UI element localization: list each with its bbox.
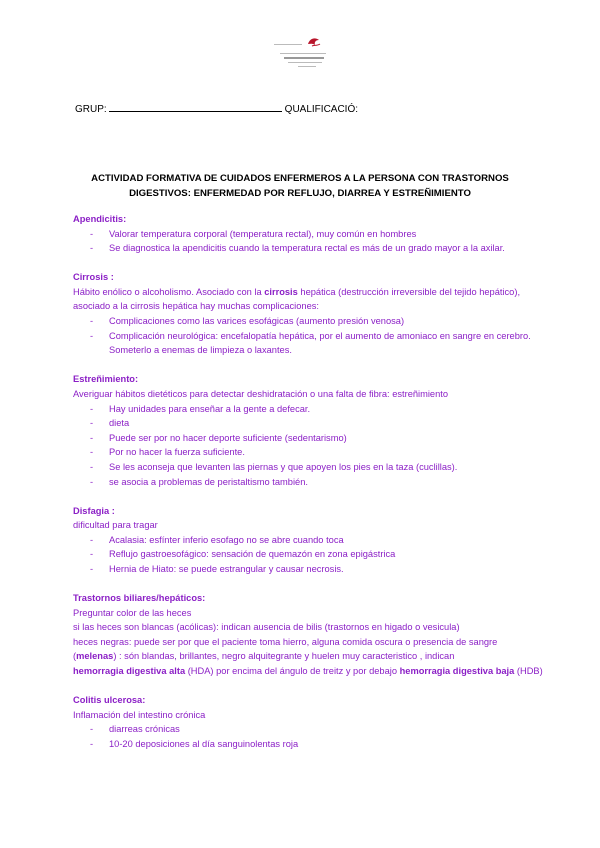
list-item: - Complicación neurológica: encefalopatía hepática, por el aumento de amoniaco en sangre en cerebro. Someterlo a enemas de limpieza o laxantes. [73, 329, 543, 358]
paragraph: Inflamación del intestino crónica [73, 709, 206, 720]
section-heading: Estreñimiento: [73, 374, 139, 385]
list-item: - Reflujo gastroesofágico: sensación de quemazón en zona epigástrica [73, 547, 543, 562]
paragraph: Averiguar hábitos dietéticos para detectar deshidratación o una falta de fibra: estreñimiento [73, 388, 449, 399]
section-cirrosis [73, 270, 543, 358]
title-line-1: ACTIVIDAD FORMATIVA DE CUIDADOS ENFERMEROS A LA PERSONA CON TRASTORNOS [91, 173, 509, 184]
qualificacio-label: QUALIFICACIÓ: [284, 104, 359, 115]
bold-term: hemorragia digestiva alta [73, 666, 186, 677]
text-run: (HDB) [514, 666, 543, 677]
grup-blank [109, 102, 282, 112]
bold-term: cirrosis [264, 286, 298, 297]
list-item: - Acalasia: esfínter inferio esofago no se abre cuando toca [73, 533, 543, 548]
list-item: - Por no hacer la fuerza suficiente. [73, 445, 543, 460]
paragraph [73, 285, 543, 314]
list-item: - Complicaciones como las varices esofágicas (aumento presión venosa) [73, 314, 543, 329]
text-run: Hábito enólico o alcoholismo. Asociado con la [73, 286, 265, 297]
section-heading: Trastornos biliares/hepáticos: [73, 593, 206, 604]
document-content [73, 212, 543, 752]
list-item: - dieta [73, 416, 543, 431]
list-item: - 10-20 deposiciones al día sanguinolentas roja [73, 737, 543, 752]
list-item: - Valorar temperatura corporal (temperatura rectal), muy común en hombres [73, 227, 543, 242]
section-apendicitis [73, 212, 543, 256]
paragraph: dificultad para tragar [73, 520, 158, 531]
document-title [70, 171, 530, 201]
section-biliares [73, 591, 543, 679]
text-run: hepática (destrucción irreversible del tejido hepático), asociado a la cirrosis hepática hay muchas complicaciones: [73, 286, 521, 312]
list-item: - Se les aconseja que levanten las piernas y que apoyen los pies en la taza (cuclillas). [73, 460, 543, 475]
title-line-2: DIGESTIVOS: ENFERMEDAD POR REFLUJO, DIARREA Y ESTREÑIMIENTO [129, 188, 471, 199]
section-heading: Cirrosis : [73, 272, 114, 283]
institution-logo [270, 34, 332, 70]
grup-label: GRUP: [75, 104, 107, 115]
section-estrenimiento [73, 372, 543, 489]
bold-term: hemorragia digestiva baja [399, 666, 515, 677]
paragraph: si las heces son blancas (acólicas): indican ausencia de bilis (trastornos en higado o vesicula) [73, 622, 460, 633]
bold-term: melenas [76, 651, 114, 662]
list-item: - Se diagnostica la apendicitis cuando la temperatura rectal es más de un grado mayor a la axilar. [73, 241, 543, 256]
paragraph [73, 664, 543, 679]
list-item: - Puede ser por no hacer deporte suficiente (sedentarismo) [73, 431, 543, 446]
text-run: ) : són blandas, brillantes, negro alquitegrante y huelen muy caracteristico , indican [113, 651, 455, 662]
grup-line [75, 102, 358, 115]
paragraph [73, 635, 543, 664]
list-item: - diarreas crónicas [73, 722, 543, 737]
section-heading: Disfagia : [73, 505, 115, 516]
section-heading: Apendicitis: [73, 214, 127, 224]
list-item: - Hernia de Hiato: se puede estrangular y causar necrosis. [73, 562, 543, 577]
section-heading: Colitis ulcerosa: [73, 695, 146, 706]
logo-icon [306, 36, 322, 50]
text-run: (HDA) por encima del ángulo de treitz y por debajo [185, 666, 400, 677]
text-run: heces negras: puede ser por que el paciente toma hierro, alguna comida oscura o presencia de sangre ( [73, 636, 498, 662]
section-disfagia [73, 504, 543, 577]
section-colitis [73, 693, 543, 751]
paragraph: Preguntar color de las heces [73, 607, 192, 618]
list-item: - se asocia a problemas de peristaltismo también. [73, 475, 543, 490]
list-item: - Hay unidades para enseñar a la gente a defecar. [73, 402, 543, 417]
